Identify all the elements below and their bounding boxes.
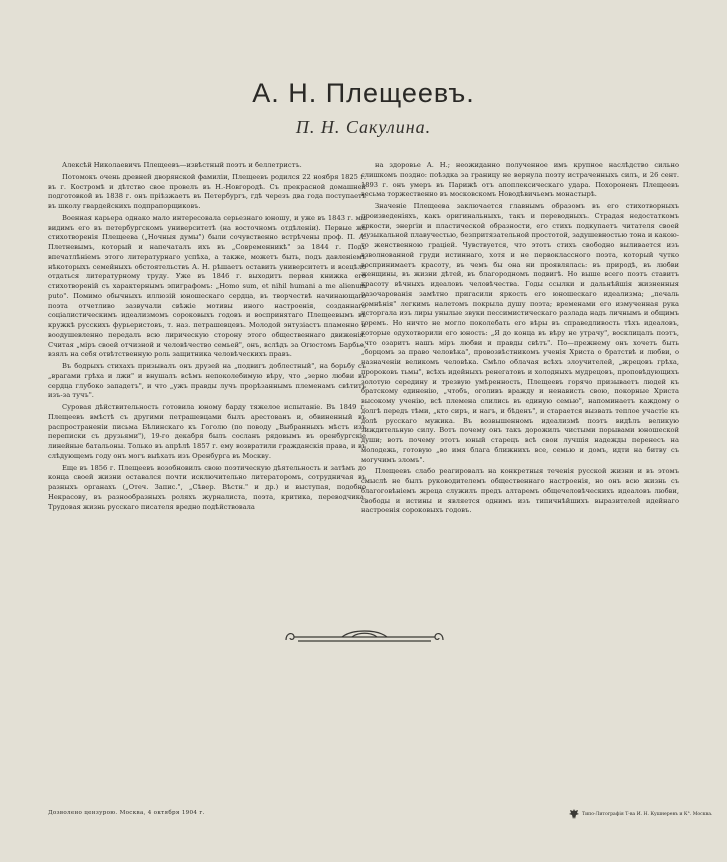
paragraph: Значеніе Плещеева заключается главнымъ образомъ въ его стихотворныхъ произведеніяхъ, какъ оригинальныхъ, такъ и переводныхъ. Страдая недостаткомъ яркости, энергіи и пластической образности, его стихъ подкупаетъ читателя своей музыкальной плавучестью, безпритязательной простотой, задушевностью тона и какою-то женственною граціей. Чувствуется, что этотъ стихъ свободно выливается изъ взволнованной груди истиннаго, хотя и не первоклассного поэта, который чутко воспринимаетъ красоту, въ чемъ бы она ни проявлялась: въ природѣ, въ любви женщины, въ жизни дѣтей, въ благородномъ подвигѣ. Но выше всего поэтъ ставитъ красоту вѣчныхъ идеаловъ человѣчества. Годы ссылки и дальнѣйшія жизненныя разочарованія замѣтно пригасили яркость его юношескаго идеализма; „печаль сомнѣнія" легкимъ налетомъ покрыла душу поэта; временами его измученная рука исторгала изъ лиры унылые звуки пессимистическаго разлада надъ личнымъ и общимъ горемъ. Но ничто не могло поколебать его вѣры въ справедливость тѣхъ идеаловъ, которые одухотворили его юность: „Я до конца въ вѣру не утрачу", восклицалъ поэтъ, „что озаритъ нашъ міръ любви и правды свѣтъ". По—прежнему онъ хочетъ быть „борцомъ за право человѣка", провозвѣстникомъ ученія Христа о братствѣ и любви, о назначеніи великомъ человѣка. Смѣло облачая всѣхъ злоучителей, „жрецовъ грѣха, пророковъ тьмы", всѣхъ идейныхъ ренегатовъ и холодныхъ мудрецовъ, проповѣдующихъ золотую середину и трезвую умѣренность, Плещеевъ горячо призываетъ людей къ братскому единенію, „чтобъ, оголивъ вражду и ненависть свою, покорные Христа высокому ученію, всѣ племена слились въ единую семью", напоминаетъ каждому о долгѣ передъ тѣми, „кто сиръ, и нагъ, и бѣденъ", и старается вызвать теплое участіе къ долѣ русскаго мужика. Въ возвышенномъ идеализмѣ поэтъ видѣлъ великую зиждительную силу. Вотъ почему онъ такъ дорожилъ чистыми порывами юношеской души; вотъ почему этотъ юный старецъ всѣ свои лучшія надежды перенесъ на молодежь, готовую „во имя блага ближнихъ все, семью и домъ, идти на битву съ могучимъ зломъ". (361, 202, 679, 464)
censor-note: Дозволено цензурою. Москва, 4 октября 1904 г. (48, 810, 205, 816)
printer-name: Типо-Литографія Т-ва И. Н. Кушнеревъ и К°. Москва. (582, 811, 713, 817)
document-title: А. Н. Плещеевъ. (252, 78, 475, 108)
eagle-emblem-icon (569, 808, 579, 820)
paragraph: Потомокъ очень древней дворянской фамиліи, Плещеевъ родился 22 ноября 1825 г. въ г. Костромѣ и дѣтство свое провелъ въ Н.-Новгородѣ. Съ прекрасной домашней подготовкой въ 1838 г. онъ пріѣзжаетъ въ Петербургъ, гдѣ черезъ два года поступаетъ въ школу гвардейскихъ подпрапорщиковъ. (48, 172, 366, 210)
paragraph: Суровая дѣйствительность готовила юному барду тяжелое испытаніе. Въ 1849 г. Плещеевъ вмѣстѣ съ другими петрашевцами былъ арестованъ и, обвиненный въ распространеніи письма Бѣлинскаго къ Гоголю (по поводу „Выбранныхъ мѣстъ изъ переписки съ друзьями"), 19-го декабря былъ сосланъ рядовымъ въ оренбургскіе линейные батальоны. Только въ апрѣлѣ 1857 г. ему возвратили гражданскія права, и въ слѣдующемъ году онъ могъ выѣхать изъ Оренбурга въ Москву. (48, 403, 366, 460)
right-column (361, 161, 679, 518)
paragraph: Военная карьера однако мало интересовала серьезнаго юношу, и уже въ 1843 г. мы видимъ его въ петербургскомъ университетѣ (на восточномъ отдѣленіи). Первые же стихотворенія Плещеева („Ночныя думы") были сочувственно встрѣчены проф. П. А. Плетневымъ, который и напечаталъ ихъ въ „Современникѣ" за 1844 г. Подъ впечатлѣніемъ этого литературнаго успѣха, а также, можетъ быть, подъ давленіемъ нѣкоторыхъ семейныхъ обстоятельствъ А. Н. рѣшаетъ оставить университетъ и всецѣло отдаться литературному труду. Уже въ 1846 г. выходитъ первая книжка его стихотвореній съ характернымъ эпиграфомъ: „Homo sum, et nihil humani a me alienum puto". Помимо обычныхъ иллюзій юношескаго сердца, въ творчествѣ начинающаго поэта отчетливо зазвучали свѣжіе мотивы иного настроенія, созданнаго соціалистическимъ идеализмомъ сороковыхъ годовъ и воспринятаго Плещеевымъ въ кружкѣ русскихъ фурьеристовъ, т. наз. петрашевцевъ. Молодой энтузіастъ пламенно и воодушевленно передалъ всю лирическую сторону этого общественнаго движенія. Считая „міръ своей отчизной и человѣчество семьей", онъ, вслѣдъ за Огюстомъ Барбье, взялъ на себя отвѣтственную роль защитника человѣческихъ правъ. (48, 213, 366, 359)
ornament-divider (282, 626, 447, 646)
paragraph: Плещеевъ слабо реагировалъ на конкретныя теченія русской жизни и въ этомъ смыслѣ не былъ руководителемъ общественнаго настроенія, но онъ всю жизнь съ благоговѣніемъ жреца служилъ предъ алтаремъ общечеловѣческихъ идеаловъ любви, свободы и истины и является однимъ изъ типичнѣйшихъ выразителей идейнаго настроенія сороковыхъ годовъ. (361, 467, 679, 515)
paragraph: Алексѣй Николаевичъ Плещеевъ—извѣстный поэтъ и беллетристъ. (62, 161, 302, 169)
printer-imprint (569, 808, 712, 820)
paragraph: Въ бодрыхъ стихахъ призывалъ онъ друзей на „подвигъ доблестный", на борьбу съ „врагами грѣха и лжи" и внушалъ всѣмъ непоколебимую вѣру, что „зерно любви въ сердца глубоко западетъ", и что „ужъ правды лучъ прорѣзаннымъ племенамъ свѣтитъ изъ-за тучъ". (48, 362, 366, 400)
document-author: П. Н. Сакулина. (295, 117, 432, 137)
paragraph: Еще въ 1856 г. Плещеевъ возобновилъ свою поэтическую дѣятельность и затѣмъ до конца своей жизни оставался почти исключительно литераторомъ, сотрудничая въ разныхъ органахъ („Отеч. Запис.", „Сѣвер. Вѣстн." и др.) и выступая, подобно Некрасову, въ разнообразныхъ роляхъ журналиста, поэта, критика, переводчика. Трудовая жизнь русскаго писателя вредно подѣйствовала (48, 463, 366, 511)
left-column (48, 161, 366, 514)
paragraph: на здоровье А. Н.; неожиданно полученное имъ крупное наслѣдство сильно слишкомъ поздно: поѣздка за границу не вернула поэту истраченныхъ силъ, и 26 сент. 1893 г. онъ умеръ въ Парижѣ отъ апоплексическаго удара. Похороненъ Плещеевъ весьма торжественно въ московскомъ Новодѣвичьемъ монастырѣ. (361, 161, 679, 199)
